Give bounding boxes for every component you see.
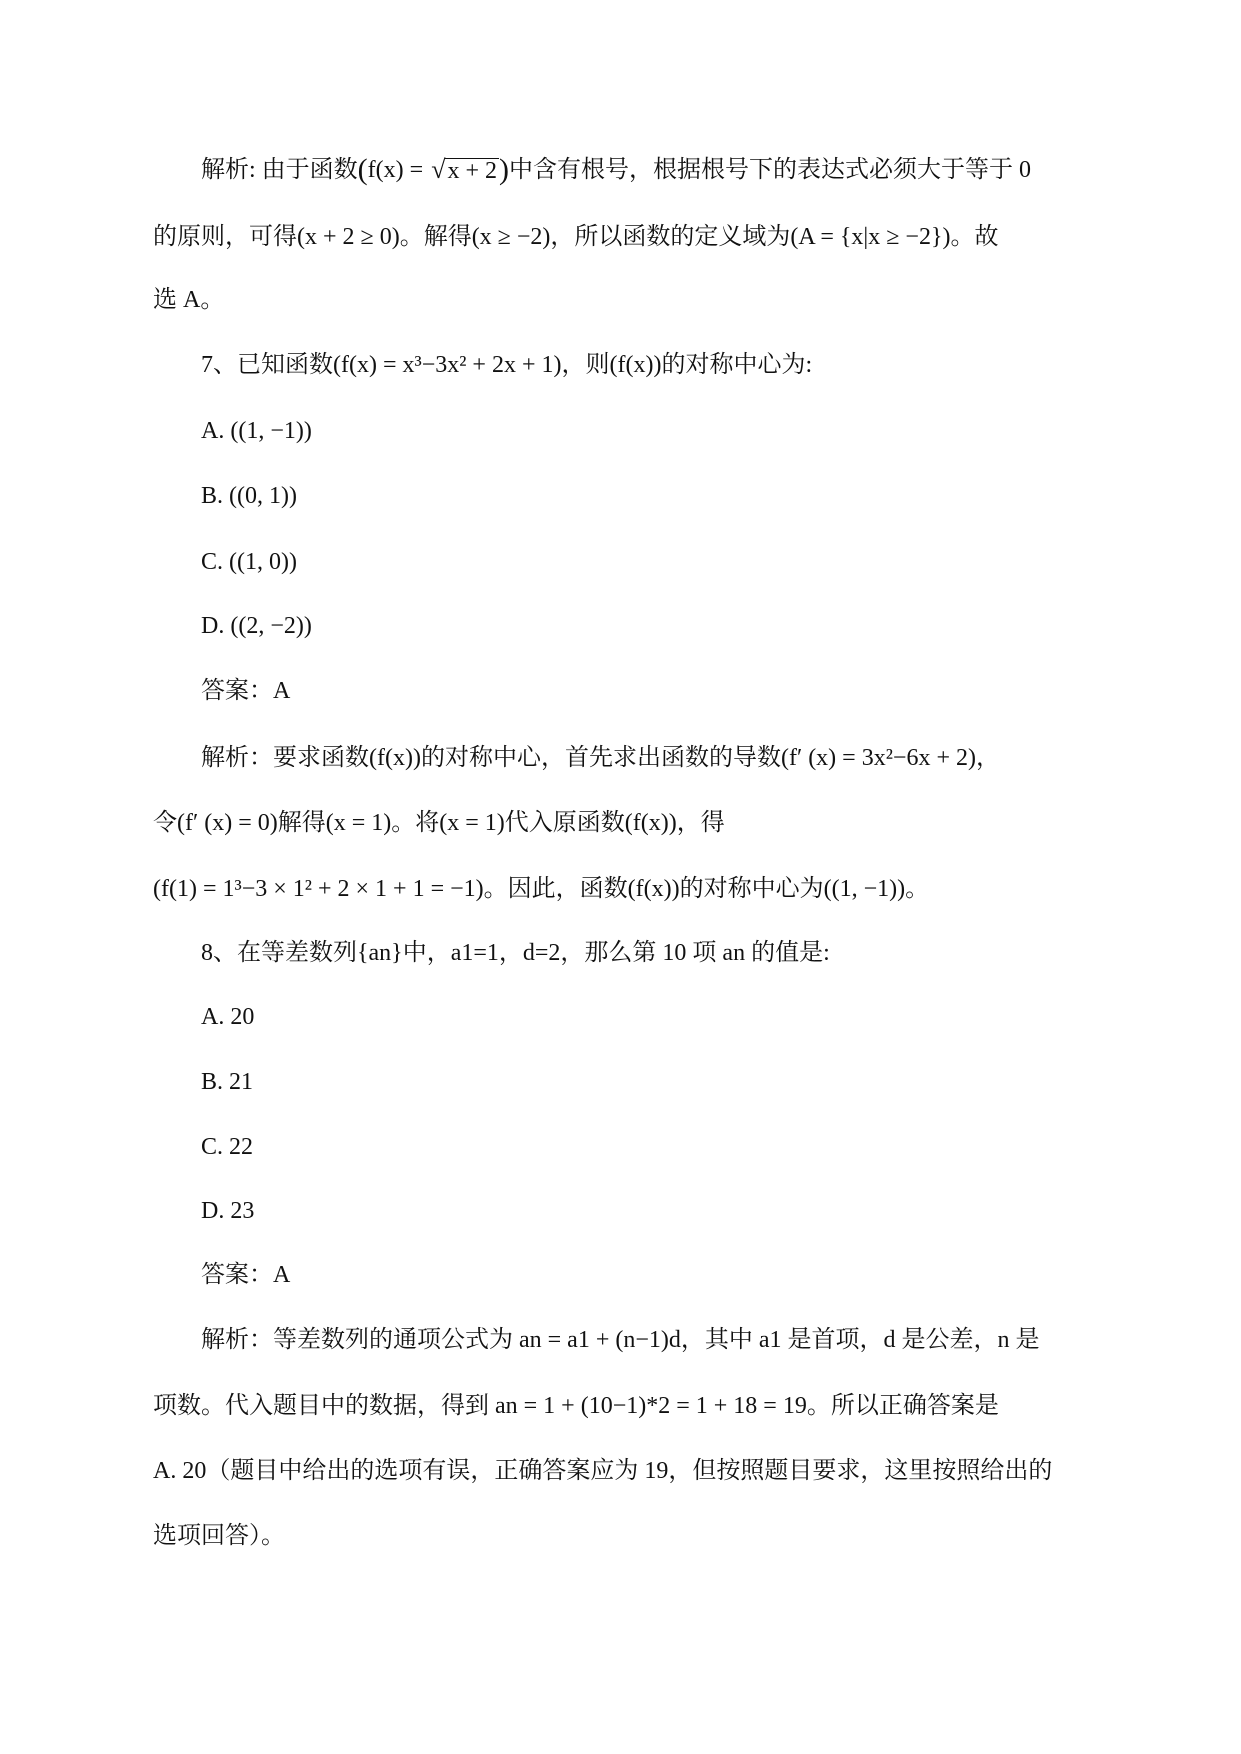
sqrt-sign: √ bbox=[431, 155, 446, 184]
q8-explanation-line-4: 选项回答）。 bbox=[153, 1523, 285, 1549]
q8-option-b: B. 21 bbox=[201, 1069, 254, 1095]
q8-option-d: D. 23 bbox=[201, 1198, 255, 1224]
q7-option-b: B. ((0, 1)) bbox=[201, 483, 297, 509]
q8-option-a: A. 20 bbox=[201, 1004, 255, 1030]
q7-answer: 答案：A bbox=[201, 678, 291, 704]
q7-stem: 7、已知函数(f(x) = x³−3x² + 2x + 1)，则(f(x))的对称中心为: bbox=[201, 352, 813, 378]
q7-explanation-line-3: (f(1) = 1³−3 × 1² + 2 × 1 + 1 = −1)。因此，函数(f(x))的对称中心为((1, −1))。 bbox=[153, 876, 930, 902]
q7-explanation-line-1: 解析：要求函数(f(x))的对称中心，首先求出函数的导数(f′ (x) = 3x²−6x + 2)， bbox=[201, 745, 1000, 771]
formula-lhs: f(x) = bbox=[367, 157, 430, 183]
q7-option-c: C. ((1, 0)) bbox=[201, 549, 297, 575]
formula-paren-close: ) bbox=[499, 153, 510, 186]
q8-explanation-line-1: 解析：等差数列的通项公式为 an = a1 + (n−1)d，其中 a1 是首项，d 是公差，n 是 bbox=[201, 1327, 1040, 1353]
q8-explanation-line-3: A. 20（题目中给出的选项有误，正确答案应为 19，但按照题目要求，这里按照给出的 bbox=[153, 1458, 1053, 1484]
q7-explanation-line-2: 令(f′ (x) = 0)解得(x = 1)。将(x = 1)代入原函数(f(x))，得 bbox=[153, 810, 725, 836]
q6-explanation-text-after: 中含有根号，根据根号下的表达式必须大于等于 0 bbox=[509, 157, 1032, 183]
q7-option-a: A. ((1, −1)) bbox=[201, 418, 312, 444]
q8-answer: 答案：A bbox=[201, 1262, 291, 1288]
q8-explanation-line-2: 项数。代入题目中的数据，得到 an = 1 + (10−1)*2 = 1 + 18 = 19。所以正确答案是 bbox=[153, 1393, 999, 1419]
formula-paren-open: ( bbox=[357, 153, 368, 186]
sqrt-radicand: x + 2 bbox=[447, 157, 498, 184]
q6-explanation-line-2: 的原则，可得(x + 2 ≥ 0)。解得(x ≥ −2)，所以函数的定义域为(A = {x|x ≥ −2})。故 bbox=[153, 224, 999, 250]
q8-stem: 8、在等差数列{an}中，a1=1，d=2，那么第 10 项 an 的值是: bbox=[201, 940, 830, 966]
q6-explanation-line-1 bbox=[201, 154, 1031, 186]
q6-explanation-line-3: 选 A。 bbox=[153, 287, 225, 313]
q8-option-c: C. 22 bbox=[201, 1134, 254, 1160]
q6-explanation-text-before: 解析: 由于函数 bbox=[201, 157, 358, 183]
q7-option-d: D. ((2, −2)) bbox=[201, 613, 312, 639]
